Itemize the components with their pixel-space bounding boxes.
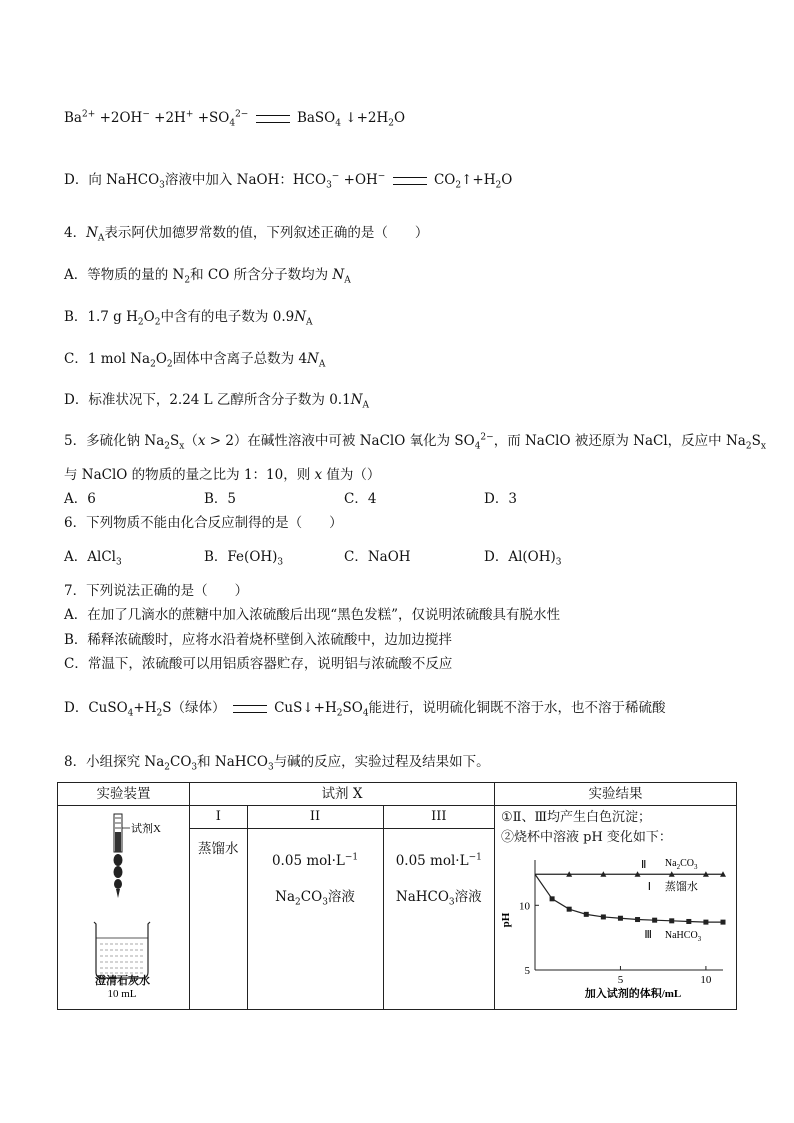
name-text: 溶液: [327, 889, 355, 905]
solution-label: 澄清石灰水: [95, 975, 150, 987]
name-sub: 2: [295, 897, 301, 908]
question-8-stem: [64, 752, 490, 772]
opt-sub: 2: [336, 708, 343, 719]
question-7-stem: [64, 581, 248, 601]
col-header-2: II: [247, 806, 383, 829]
q-stem: 表示阿伏加德罗常数的值，下列叙述正确的是（ ）: [104, 225, 429, 241]
na-symbol: N: [294, 309, 307, 325]
eq-sub: 2: [388, 118, 394, 129]
header-result: 实验结果: [494, 783, 736, 806]
opt-text: (OH): [522, 549, 556, 565]
question-6-options: [64, 547, 744, 567]
eq-text: O: [394, 110, 406, 126]
data-point-nahco3: [669, 918, 674, 923]
equals-sign: [256, 115, 290, 123]
opt-text: D．Al: [484, 549, 523, 565]
conc-text: 0.05 mol·L: [271, 853, 345, 869]
opt-sub: 3: [326, 180, 332, 191]
na-sub: A: [97, 233, 105, 244]
reagent-2-cell: [247, 829, 383, 1010]
reagent-1-cell: [190, 829, 248, 1010]
opt-text: B．1.7 g H: [64, 309, 138, 325]
equals-sign: [393, 177, 427, 185]
opt-text: C．1 mol Na: [64, 351, 151, 367]
question-4-option-a: [64, 265, 351, 285]
question-4-option-c: [64, 349, 325, 369]
opt-sup: −: [377, 171, 386, 182]
opt-sub: 3: [277, 557, 284, 568]
na-symbol: N: [350, 392, 363, 408]
opt-sub: 2: [154, 317, 161, 328]
question-7-option-a: A．在加了几滴水的蔗糖中加入浓硫酸后出现“黑色发糕”，仅说明浓硫酸具有脱水性: [64, 607, 561, 623]
eq-sup: 2+: [81, 109, 96, 120]
q-sub: 2: [745, 441, 752, 452]
q-text: 8．小组探究 Na: [64, 754, 165, 770]
bead: [114, 879, 122, 889]
opt-sub: 3: [115, 557, 122, 568]
q-sub: 2: [164, 762, 170, 773]
opt-text: ↑+H: [461, 172, 496, 188]
conc-exp: −1: [468, 852, 482, 863]
y-axis-label: pH: [499, 912, 512, 928]
reagent-3-name: [384, 879, 494, 915]
opt-sub: 2: [150, 359, 156, 370]
burette-liquid: [115, 832, 121, 852]
eq-sup: 2−: [235, 109, 249, 120]
volume-label: 10 mL: [107, 988, 137, 1000]
question-7-option-b: B．稀释浓硫酸时，应将水沿着烧杯壁倒入浓硫酸中，边加边搅拌: [64, 632, 452, 648]
eq-sub: 4: [335, 118, 341, 129]
question-7-option-c: C．常温下，浓硫酸可以用铝质容器贮存，说明铝与浓硫酸不反应: [64, 656, 453, 672]
question-7-option-d: [64, 698, 666, 718]
reagent-1: 蒸馏水: [198, 841, 239, 857]
reagent-2-conc: [248, 843, 383, 879]
col-header-3: III: [383, 806, 494, 829]
reagent-label: 试剂X: [131, 823, 161, 835]
q-text: S: [169, 433, 180, 449]
result-line-2: ②烧杯中溶液 pH 变化如下：: [500, 830, 672, 845]
eq-sup: +: [185, 109, 194, 120]
eq-sub: 4: [229, 118, 236, 129]
opt-text: A．AlCl: [64, 549, 116, 565]
q-num: 4．: [64, 225, 87, 241]
eq-text: ↓+2H: [345, 110, 389, 126]
na-sub: A: [318, 359, 326, 370]
q-sub: 4: [474, 441, 481, 452]
y-tick-label: 5: [524, 965, 530, 977]
series-label-water: 蒸馏水: [664, 881, 698, 894]
series-label-nahco3: NaHCO$_3$: [664, 930, 702, 944]
q-text: CO: [169, 754, 192, 770]
q-text: 与 NaClO 的物质的量之比为 1：10，则: [64, 467, 315, 483]
eq-text: Ba: [64, 110, 82, 126]
opt-text: +H: [133, 700, 157, 716]
opt-text: 中含有的电子数为 0.9: [160, 309, 295, 325]
eq-text: +2OH: [99, 110, 143, 126]
opt-sub: 2: [166, 359, 173, 370]
q5-option-b: B．5: [204, 491, 237, 507]
series-label-roman-2: Ⅱ: [640, 859, 647, 872]
q-text: 5．多硫化钠 Na: [64, 433, 165, 449]
q-text: 和 NaHCO: [197, 754, 268, 770]
data-point-nahco3: [635, 917, 640, 922]
q6-option-d: [484, 547, 562, 567]
na-symbol: N: [86, 225, 98, 241]
series-label-roman-3: Ⅲ: [644, 929, 652, 942]
conc-exp: −1: [344, 852, 359, 863]
opt-text: O: [155, 351, 167, 367]
opt-text: D．标准状况下，2.24 L 乙醇所含分子数为 0.1: [64, 392, 351, 408]
name-text: 溶液: [454, 889, 482, 905]
opt-text: +OH: [343, 172, 378, 188]
data-point-nahco3: [550, 896, 555, 901]
eq-text: BaSO: [296, 110, 336, 126]
x-tick-label: 5: [617, 974, 624, 986]
opt-text: CuS↓+H: [274, 700, 337, 716]
q-text: 6．下列物质不能由化合反应制得的是（ ）: [64, 515, 343, 531]
data-point-nahco3: [686, 919, 691, 924]
q-sub: 3: [191, 762, 198, 773]
name-text: Na: [275, 889, 296, 905]
opt-text: O: [143, 309, 155, 325]
opt-text: A．等物质的量的 N: [64, 267, 185, 283]
opt-sub: 2: [184, 275, 191, 286]
eq-text: +2H: [154, 110, 186, 126]
q-sup: 2−: [480, 432, 494, 443]
opt-text: SO: [342, 700, 363, 716]
question-4-option-b: [64, 307, 313, 327]
opt-text: B．Fe: [204, 549, 245, 565]
data-point-nahco3: [652, 918, 657, 923]
x-axis-label: 加入试剂的体积/mL: [584, 988, 682, 998]
opt-sub: 2: [156, 708, 163, 719]
header-apparatus: 实验装置: [58, 783, 190, 806]
eq-sup: −: [142, 109, 150, 120]
na-sub: A: [306, 317, 313, 328]
opt-text: O: [501, 172, 513, 188]
reagent-2-name: [248, 879, 383, 915]
opt-text: D．CuSO: [64, 700, 128, 716]
question-5-stem-line1: [64, 431, 766, 451]
data-point-nahco3: [601, 914, 606, 919]
q-sub: 3: [267, 762, 274, 773]
reagent-3-cell: [383, 829, 494, 1010]
equation-option-c-continued: [64, 108, 405, 128]
question-4-option-d: [64, 390, 369, 410]
question-5-options: [64, 489, 744, 509]
na-sub: A: [344, 275, 351, 286]
question-5-stem-line2: [64, 465, 380, 485]
series-label-na2co3: $Na_2CO_3$: [664, 858, 698, 872]
opt-text: CO: [433, 172, 456, 188]
opt-text: 溶液中加入 NaOH：HCO: [164, 172, 327, 188]
name-sub: 3: [322, 897, 328, 908]
option-3d: [64, 170, 512, 190]
q5-option-a: A．6: [64, 491, 96, 507]
q-text: 与碱的反应，实验过程及结果如下。: [273, 754, 490, 770]
header-reagent: 试剂 X: [190, 783, 495, 806]
q-var: x: [197, 433, 206, 449]
opt-sub: 4: [362, 708, 369, 719]
opt-sup: −: [331, 171, 340, 182]
q5-option-d: D．3: [484, 491, 517, 507]
eq-text: +SO: [197, 110, 230, 126]
q-text: ，而 NaClO 被还原为 NaCl，反应中 Na: [493, 433, 746, 449]
data-point-nahco3: [720, 920, 725, 925]
liquid-hatch: [100, 944, 144, 973]
na-sub: A: [362, 400, 370, 411]
opt-text: D．向 NaHCO: [64, 172, 160, 188]
data-point-nahco3: [567, 907, 572, 912]
q-text: > 2）在碱性溶液中可被 NaClO 氧化为 SO: [205, 433, 475, 449]
opt-text: 和 CO 所含分子数均为: [190, 267, 333, 283]
result-line-1: ①Ⅱ、Ⅲ均产生白色沉淀；: [500, 810, 652, 825]
conc-text: 0.05 mol·L: [395, 853, 469, 869]
name-text: CO: [300, 889, 323, 905]
reagent-3-conc: [384, 843, 494, 879]
series-label-roman-1: Ⅰ: [647, 881, 652, 894]
x-tick-label: 10: [700, 974, 712, 986]
ph-chart: [495, 848, 735, 998]
na-symbol: N: [332, 267, 345, 283]
q-sub: x: [760, 441, 766, 452]
q-sub: 2: [164, 441, 170, 452]
opt-sub: 3: [159, 180, 165, 191]
opt-text: S（绿体）: [162, 700, 226, 716]
burette-tip: [116, 889, 120, 898]
name-sub: 3: [448, 897, 455, 908]
name-text: NaHCO: [395, 889, 449, 905]
opt-text: (OH): [244, 549, 278, 565]
data-point-nahco3: [584, 912, 589, 917]
bead: [114, 866, 123, 878]
q-var: x: [314, 467, 323, 483]
question-4-stem: [64, 223, 428, 243]
q-text: 值为（）: [322, 467, 381, 483]
q-text: S: [751, 433, 761, 449]
col-header-1: I: [190, 806, 248, 829]
q-text: （: [184, 433, 198, 449]
question-6-stem: [64, 513, 343, 533]
equals-sign: [233, 705, 267, 713]
opt-sub: 2: [137, 317, 144, 328]
bead: [114, 854, 123, 866]
q6-option-b: [204, 547, 283, 567]
q-sub: x: [179, 441, 185, 452]
opt-sub: 2: [495, 180, 502, 191]
q6-option-a: [64, 547, 122, 567]
opt-sub: 4: [127, 708, 134, 719]
q6-option-c: C．NaOH: [344, 549, 411, 565]
data-point-nahco3: [618, 916, 623, 921]
result-cell: [494, 806, 736, 1010]
opt-sub: 3: [555, 557, 562, 568]
opt-sub: 2: [455, 180, 462, 191]
q5-option-c: C．4: [344, 491, 377, 507]
opt-text: 能进行，说明硫化铜既不溶于水，也不溶于稀硫酸: [368, 700, 666, 716]
y-tick-label: 10: [518, 900, 530, 913]
q-text: 7．下列说法正确的是（ ）: [64, 583, 249, 599]
na-symbol: N: [307, 351, 319, 367]
opt-text: 固体中含离子总数为 4: [172, 351, 308, 367]
data-point-nahco3: [703, 920, 708, 925]
